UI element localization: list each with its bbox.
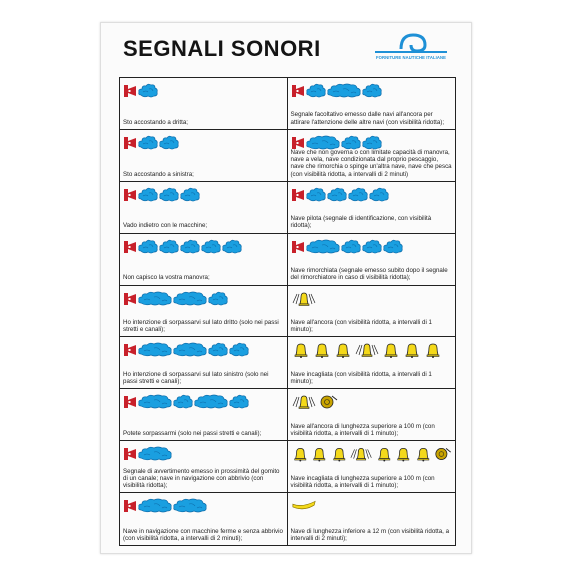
signal-cell xyxy=(288,234,456,286)
signal-icons xyxy=(123,184,284,206)
signal-description: Nave pilota (segnale di identificazione, con visibilità ridotta); xyxy=(290,215,432,230)
horn-icon xyxy=(123,135,137,151)
bell-ringing-icon xyxy=(291,291,317,307)
signal-cell xyxy=(288,441,456,493)
signal-description: Nave che non governa o con limitate capacità di manovra, nave a vela, nave condizionata dal proprio pescaggio, nave che rimorchia o spinge un'altra nave, nave che pesca (con visibilità ridotta, a intervalli di 2 minuti) xyxy=(290,148,452,178)
long-blast-icon xyxy=(306,239,340,255)
signal-cell xyxy=(120,130,288,182)
horn-icon xyxy=(123,83,137,99)
short-blast-icon xyxy=(383,239,403,255)
signal-icons xyxy=(123,132,284,154)
short-blast-icon xyxy=(348,187,368,203)
long-blast-icon xyxy=(173,342,207,358)
bell-icon xyxy=(310,446,329,462)
long-blast-icon xyxy=(138,291,172,307)
signal-description: Nave incagliata di lunghezza superiore a 100 m (con visibilità ridotta, a intervalli di 1 minuto); xyxy=(290,474,435,489)
signal-cell xyxy=(120,78,288,130)
signal-description: Segnale di avvertimento emesso in prossimità del gomito di un canale; nave in navigazione con abbrivio (con visibilità ridotta); xyxy=(123,467,280,489)
signal-cell xyxy=(288,130,456,182)
short-blast-icon xyxy=(229,394,249,410)
signal-description: Nave rimorchiata (segnale emesso subito dopo il segnale del rimorchiatore in caso di visibilità ridotta); xyxy=(290,267,448,282)
signal-description: Segnale facoltativo emesso dalle navi all'ancora per attirare l'attenzione delle altre navi (con visibilità ridotta); xyxy=(290,111,445,126)
signal-description: Nave incagliata (con visibilità ridotta, a intervalli di 1 minuto); xyxy=(290,370,432,386)
short-blast-icon xyxy=(306,83,326,99)
short-blast-icon xyxy=(159,239,179,255)
signal-description: Nave all'ancora (con visibilità ridotta, a intervalli di 1 minuto); xyxy=(290,319,432,334)
bell-icon xyxy=(291,342,311,358)
short-blast-icon xyxy=(138,187,158,203)
signal-icons xyxy=(291,184,453,206)
signal-cell xyxy=(288,286,456,338)
signal-icons xyxy=(123,339,284,361)
long-blast-icon xyxy=(138,498,172,514)
short-blast-icon xyxy=(208,291,228,307)
horn-icon xyxy=(123,187,137,203)
horn-icon xyxy=(291,187,305,203)
signal-icons xyxy=(291,236,453,258)
signal-icons xyxy=(291,339,453,361)
signal-icons xyxy=(291,80,453,102)
signal-description: Nave di lunghezza inferiore a 12 m (con visibilità ridotta, a intervalli di 2 minuti); xyxy=(290,527,450,542)
horn-icon xyxy=(123,291,137,307)
short-blast-icon xyxy=(138,239,158,255)
signal-cell xyxy=(288,493,456,545)
poster xyxy=(100,22,472,554)
signal-description: Vado indietro con le macchine; xyxy=(123,222,208,230)
signal-description: Non capisco la vostra manovra; xyxy=(123,274,210,282)
short-blast-icon xyxy=(208,342,228,358)
bell-icon xyxy=(402,342,422,358)
small-horn-icon xyxy=(291,498,317,514)
page-title: SEGNALI SONORI xyxy=(123,36,321,61)
long-blast-icon xyxy=(173,291,207,307)
bell-icon xyxy=(330,446,349,462)
short-blast-icon xyxy=(362,239,382,255)
short-blast-icon xyxy=(341,239,361,255)
gong-icon xyxy=(433,446,452,462)
signal-cell xyxy=(120,389,288,441)
signal-icons xyxy=(123,80,284,102)
short-blast-icon xyxy=(138,83,158,99)
short-blast-icon xyxy=(306,187,326,203)
short-blast-icon xyxy=(222,239,242,255)
brand-logo xyxy=(371,31,451,65)
bell-icon xyxy=(291,446,310,462)
signal-icons xyxy=(291,443,453,465)
bell-ringing-icon xyxy=(354,342,380,358)
horn-icon xyxy=(123,342,137,358)
bell-icon xyxy=(414,446,433,462)
signal-icons xyxy=(291,495,453,517)
signal-icons xyxy=(123,288,284,310)
signal-description: Sto accostando a sinistra; xyxy=(123,170,194,178)
short-blast-icon xyxy=(369,187,389,203)
short-blast-icon xyxy=(138,135,158,151)
signal-cell xyxy=(288,182,456,234)
signal-cell xyxy=(120,441,288,493)
short-blast-icon xyxy=(159,187,179,203)
signal-icons xyxy=(123,443,284,465)
short-blast-icon xyxy=(327,187,347,203)
signal-description: Sto accostando a dritta; xyxy=(123,118,189,126)
signal-cell xyxy=(120,286,288,338)
long-blast-icon xyxy=(138,394,172,410)
bell-icon xyxy=(375,446,394,462)
signal-description: Nave all'ancora di lunghezza superiore a 100 m (con visibilità ridotta, a intervalli di 1 minuto); xyxy=(290,422,435,438)
horn-icon xyxy=(291,239,305,255)
signals-table xyxy=(119,77,456,546)
bell-icon xyxy=(381,342,401,358)
bell-icon xyxy=(423,342,443,358)
signal-icons xyxy=(291,391,453,413)
short-blast-icon xyxy=(180,239,200,255)
bell-ringing-icon xyxy=(349,446,373,462)
signal-cell xyxy=(288,78,456,130)
long-blast-icon xyxy=(173,498,207,514)
bell-icon xyxy=(394,446,413,462)
horn-icon xyxy=(123,498,137,514)
signal-icons xyxy=(123,236,284,258)
horn-icon xyxy=(291,83,305,99)
short-blast-icon xyxy=(229,342,249,358)
horn-icon xyxy=(123,239,137,255)
horn-icon xyxy=(123,394,137,410)
gong-icon xyxy=(318,394,338,410)
long-blast-icon xyxy=(327,83,361,99)
short-blast-icon xyxy=(180,187,200,203)
signal-description: Potete sorpassarmi (solo nei passi stretti e canali); xyxy=(123,430,262,438)
bell-icon xyxy=(333,342,353,358)
short-blast-icon xyxy=(201,239,221,255)
signal-icons xyxy=(123,495,284,517)
signal-description: Ho intenzione di sorpassarvi sul lato dritto (solo nei passi stretti e canali); xyxy=(123,319,279,334)
long-blast-icon xyxy=(138,446,172,462)
bell-ringing-icon xyxy=(291,394,317,410)
signal-icons xyxy=(291,288,453,310)
logo-text: FORNITURE NAUTICHE ITALIANE xyxy=(375,55,447,60)
short-blast-icon xyxy=(173,394,193,410)
signal-cell xyxy=(120,337,288,389)
wave-logo-icon xyxy=(371,31,451,55)
bell-icon xyxy=(312,342,332,358)
signal-cell xyxy=(120,182,288,234)
short-blast-icon xyxy=(159,135,179,151)
signal-cell xyxy=(120,234,288,286)
signal-description: Nave in navigazione con macchine ferme e senza abbrivio (con visibilità ridotta, a intervalli di 2 minuti); xyxy=(123,527,283,542)
signal-description: Ho intenzione di sorpassarvi sul lato sinistro (solo nei passi stretti e canali); xyxy=(123,370,269,386)
long-blast-icon xyxy=(138,342,172,358)
signal-icons xyxy=(123,391,284,413)
short-blast-icon xyxy=(362,83,382,99)
signal-cell xyxy=(120,493,288,545)
signal-cell xyxy=(288,337,456,389)
horn-icon xyxy=(123,446,137,462)
long-blast-icon xyxy=(194,394,228,410)
signal-cell xyxy=(288,389,456,441)
